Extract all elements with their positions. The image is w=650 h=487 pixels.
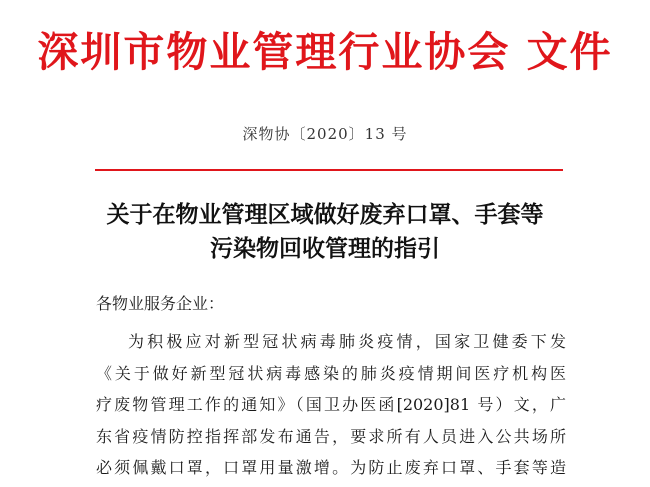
masthead-title: 深圳市物业管理行业协会 文件 — [37, 28, 613, 76]
body-line: 疗废物管理工作的通知》（国卫办医函[2020]81 号）文，广 — [96, 395, 566, 414]
salutation: 各物业服务企业： — [96, 294, 225, 313]
document-title — [0, 198, 650, 266]
body-line: 必须佩戴口罩，口罩用量激增。为防止废弃口罩、手套等造 — [96, 458, 566, 477]
body-line: 东省疫情防控指挥部发布通告，要求所有人员进入公共场所 — [96, 426, 566, 446]
body-line: 《关于做好新型冠状病毒感染的肺炎疫情期间医疗机构医 — [96, 363, 566, 383]
body-line: 为积极应对新型冠状病毒肺炎疫情，国家卫健委下发 — [128, 332, 566, 351]
body-text — [96, 326, 566, 484]
document-number: 深物协〔2020〕13 号 — [242, 125, 408, 143]
red-divider-line — [95, 169, 563, 171]
document-title-line-1: 关于在物业管理区域做好废弃口罩、手套等 — [106, 202, 544, 228]
document-title-line-2: 污染物回收管理的指引 — [210, 236, 440, 262]
